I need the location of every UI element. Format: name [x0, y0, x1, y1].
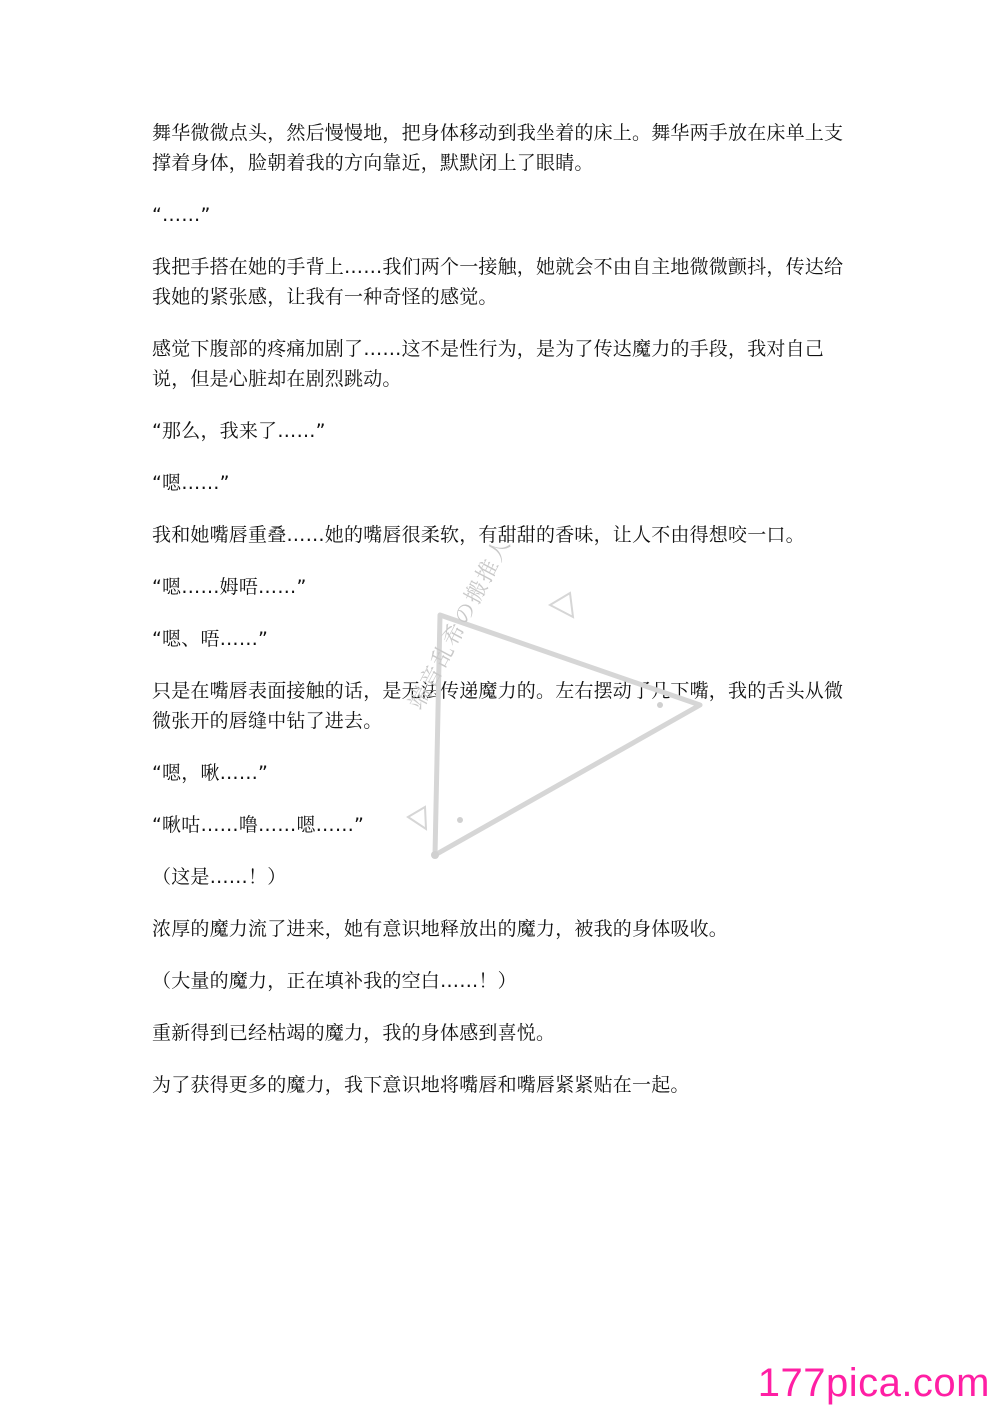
watermark-text: 端音乱希の搬推人 — [404, 532, 517, 715]
dialogue-line: “嗯、唔……” — [152, 628, 269, 650]
dialogue-line: “嗯……姆唔……” — [152, 576, 307, 598]
paragraph: 我和她嘴唇重叠……她的嘴唇很柔软，有甜甜的香味，让人不由得想咬一口。 — [152, 524, 805, 546]
paragraph: 为了获得更多的魔力，我下意识地将嘴唇和嘴唇紧紧贴在一起。 — [152, 1074, 690, 1096]
paragraph: 只是在嘴唇表面接触的话，是无法传递魔力的。左右摆动了几下嘴，我的舌头从微微张开的唇缝中钻了进去。 — [152, 680, 844, 732]
paragraph: 浓厚的魔力流了进来，她有意识地释放出的魔力，被我的身体吸收。 — [152, 918, 729, 940]
dialogue-line: “嗯，啾……” — [152, 762, 269, 784]
dialogue-line: “嗯……” — [152, 472, 230, 494]
dialogue-line: “啾咕……噜……嗯……” — [152, 814, 365, 836]
site-brand: 177pica.com — [757, 1361, 990, 1405]
paragraph: 感觉下腹部的疼痛加剧了……这不是性行为，是为了传达魔力的手段，我对自己说，但是心脏却在剧烈跳动。 — [152, 338, 825, 390]
paragraph: 重新得到已经枯竭的魔力，我的身体感到喜悦。 — [152, 1022, 556, 1044]
thought-line: （大量的魔力，正在填补我的空白……！） — [152, 970, 517, 992]
dialogue-line: “那么，我来了……” — [152, 420, 326, 442]
paragraph: 我把手搭在她的手背上……我们两个一接触，她就会不由自主地微微颤抖，传达给我她的紧张感，让我有一种奇怪的感觉。 — [152, 256, 844, 308]
thought-line: （这是……！） — [152, 866, 287, 888]
paragraph: 舞华微微点头，然后慢慢地，把身体移动到我坐着的床上。舞华两手放在床单上支撑着身体，脸朝着我的方向靠近，默默闭上了眼睛。 — [152, 122, 844, 174]
dialogue-line: “……” — [152, 204, 211, 226]
story-text — [152, 118, 852, 1122]
